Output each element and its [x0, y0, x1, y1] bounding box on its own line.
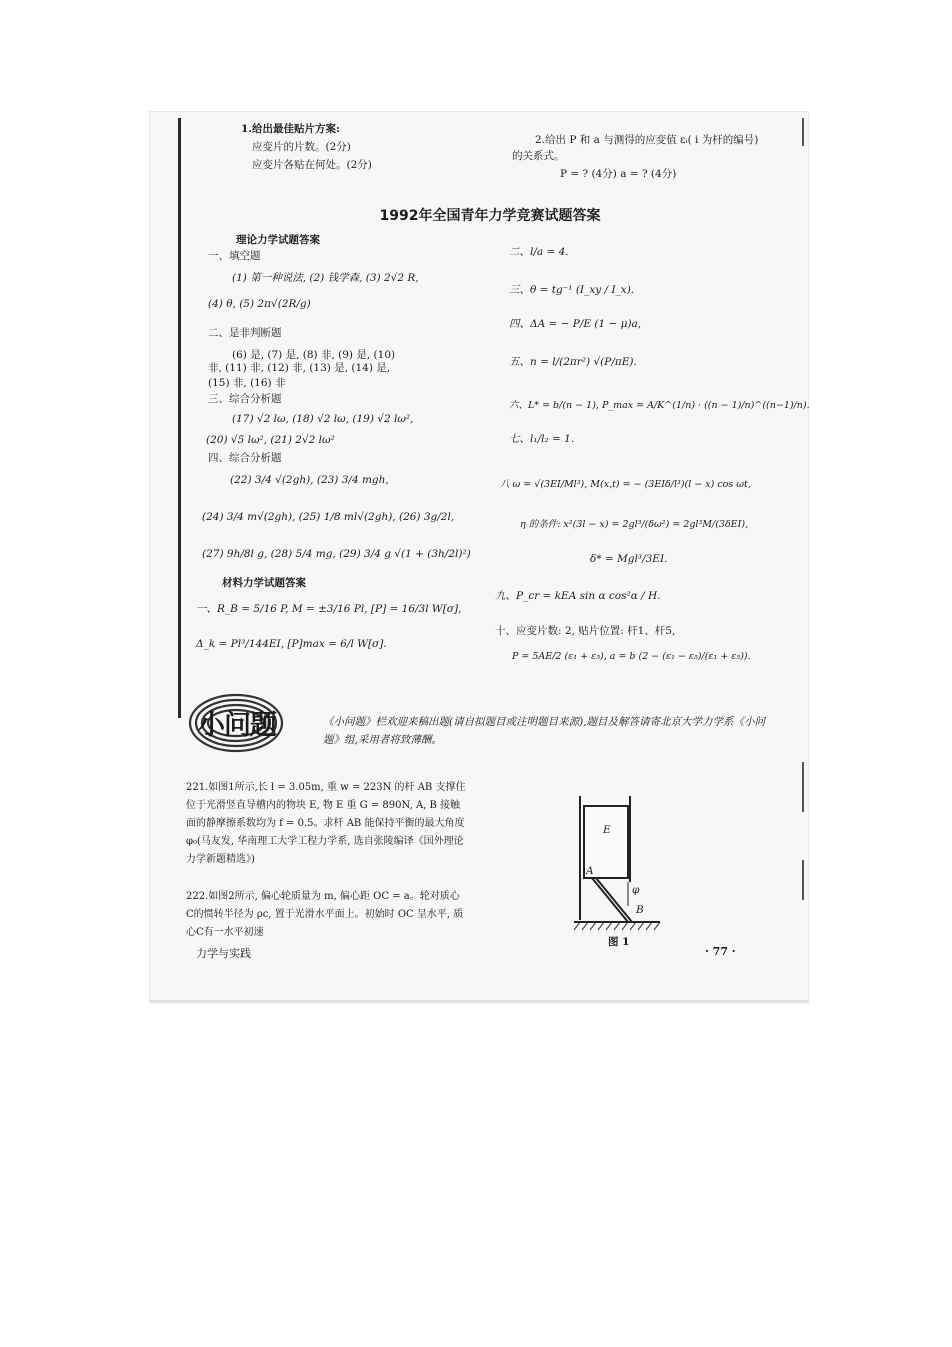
top-right-line: P = ? (4分) a = ? (4分) — [560, 168, 677, 180]
answer-line: 十、应变片数: 2, 贴片位置: 杆1、杆5, — [495, 625, 676, 637]
binding-line — [178, 118, 181, 718]
section-heading: 理论力学试题答案 — [236, 234, 320, 246]
problem-222: 222.如图2所示, 偏心轮质量为 m, 偏心距 OC = a。轮对质心C的惯转半径为 ρc, 置于光滑水平面上。初始时 OC 呈水平, 质心C有一水平初速 — [186, 891, 464, 938]
problem-221: 221.如图1所示,长 l = 3.05m, 重 w = 223N 的杆 AB 支撑住位于光滑竖直导槽内的物块 E, 物 E 重 G = 890N, A, B 接触面的静摩擦系数均为 f = 0.5。求杆 AB 能保持平衡的最大角度 φ₀(马友发, 华南理工大学工程力学系, 选自张陵编译《国外理论力学新题精选》) — [186, 782, 466, 865]
answer-line: 四、ΔA = − P/E (1 − μ)a, — [509, 318, 642, 330]
answer-line: (4) θ, (5) 2π√(2R/g) — [208, 298, 311, 310]
figure-caption: 图 1 — [608, 936, 630, 948]
answer-line: 二、l/a = 4. — [509, 246, 569, 258]
answer-line: (20) √5 lω², (21) 2√2 lω² — [206, 434, 335, 446]
answer-line: 三、θ = tg⁻¹ (I_xy / I_x). — [509, 284, 635, 296]
answer-line: 五、n = l/(2πr²) √(P/πE). — [509, 356, 637, 368]
answer-line: Δ_k = Pl³/144EI, [P]max = 6/l W[σ]. — [196, 638, 387, 650]
top-right-line: 2.给出 P 和 a 与测得的应变值 εᵢ( i 为杆的编号) — [535, 134, 759, 146]
edge-mark — [802, 762, 804, 812]
answer-line: 七、l₁/l₂ = 1. — [509, 433, 575, 445]
answer-line: (22) 3/4 √(2gh), (23) 3/4 mgh, — [230, 474, 389, 486]
subheading: 三、综合分析题 — [208, 393, 282, 405]
page-shadow — [150, 1000, 808, 1004]
answer-line: (15) 非, (16) 非 — [208, 377, 286, 389]
subheading: 二、是非判断题 — [208, 327, 282, 339]
top-left-line: 应变片各贴在何处。(2分) — [252, 159, 372, 171]
section-heading: 材料力学试题答案 — [222, 577, 306, 589]
answer-line: (24) 3/4 m√(2gh), (25) 1/8 ml√(2gh), (26) 3g/2l, — [202, 511, 455, 523]
answer-line: 六、L* = b/(n − 1), P_max = A/K^(1/n) · ((n − 1)/n)^((n−1)/n). — [509, 400, 810, 411]
column-notice: 《小问题》栏欢迎来稿出题(请自拟题目或注明题目来源),题目及解答请寄北京大学力学系《小问题》组,采用者将致薄酬。 — [323, 716, 766, 746]
page-number: · 77 · — [705, 945, 736, 958]
footer-journal: 力学与实践 — [196, 947, 251, 960]
answer-line: 八 ω = √(3EI/Ml³), M(x,t) = − (3EIδ/l³)(l − x) cos ωt, — [500, 479, 751, 490]
answer-line: η 的条件: x²(3l − x) = 2gl³/(δω²) = 2gl³M/(3δEI), — [520, 519, 749, 530]
edge-mark — [802, 860, 804, 900]
figure-label-phi: φ — [632, 884, 640, 896]
answer-line: P = 5AE/2 (ε₁ + ε₅), a = b (2 − (ε₁ − ε₅)/(ε₁ + ε₅)). — [512, 651, 751, 662]
answer-line: (17) √2 lω, (18) √2 lω, (19) √2 lω², — [232, 413, 414, 425]
figure-label-a: A — [586, 865, 594, 877]
answer-line: 一、R_B = 5/16 P, M = ±3/16 Pl, [P] = 16/3l W[σ], — [196, 603, 462, 615]
page-title: 1992年全国青年力学竞赛试题答案 — [379, 208, 601, 224]
answer-line: (1) 第一种说法, (2) 钱学森, (3) 2√2 R, — [232, 272, 419, 284]
column-logo: 小问题 — [198, 710, 276, 741]
top-right-line: 的关系式。 — [512, 150, 565, 162]
answer-line: δ* = Mgl³/3EI. — [590, 553, 668, 565]
subheading: 一、填空题 — [208, 250, 261, 262]
subheading: 四、综合分析题 — [208, 452, 282, 464]
answer-line: 非, (11) 非, (12) 非, (13) 是, (14) 是, — [208, 362, 391, 374]
figure-label-e: E — [603, 824, 611, 836]
figure-label-b: B — [636, 904, 644, 916]
figure-1 — [570, 790, 670, 950]
top-left-line: 应变片的片数。(2分) — [252, 141, 351, 153]
top-left-line: 1.给出最佳贴片方案: — [241, 123, 340, 135]
answer-line: (27) 9h/8l g, (28) 5/4 mg, (29) 3/4 g √(1 + (3h/2l)²) — [202, 548, 471, 560]
edge-mark — [802, 118, 804, 146]
answer-line: 九、P_cr = kEA sin α cos²α / H. — [495, 590, 661, 602]
answer-line: (6) 是, (7) 是, (8) 非, (9) 是, (10) — [232, 349, 396, 361]
